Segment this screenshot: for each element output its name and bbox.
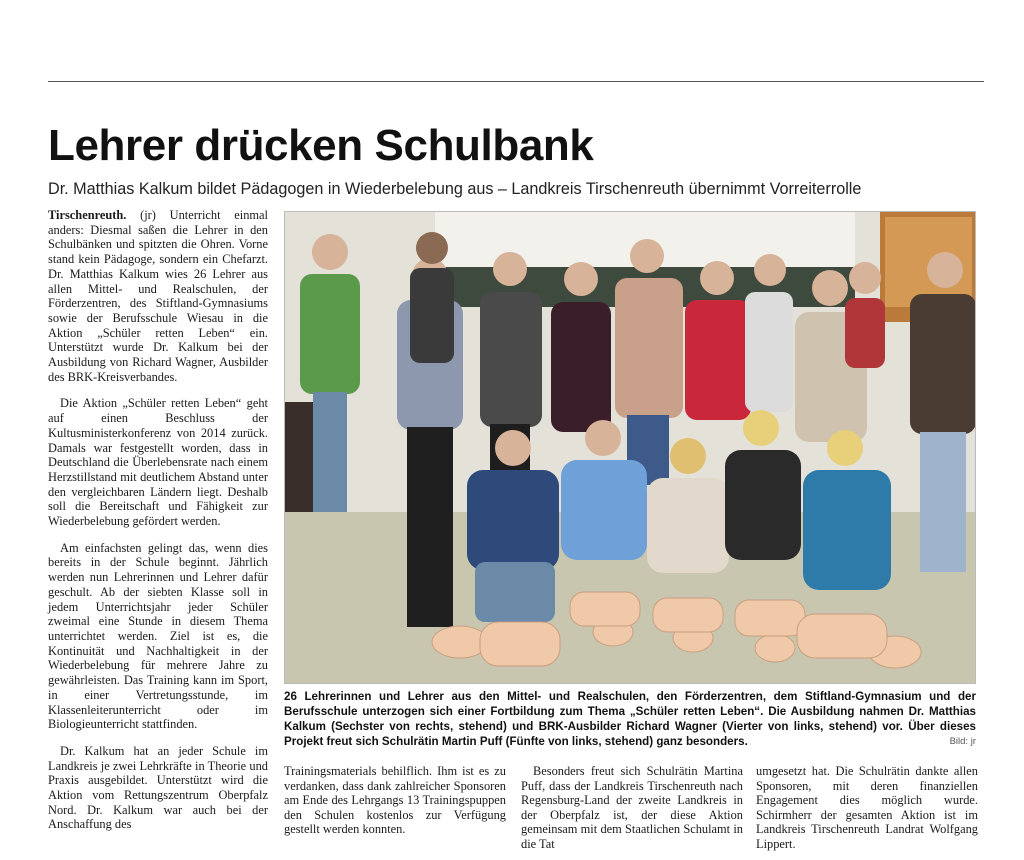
- paragraph-text: (jr) Unterricht einmal anders: Diesmal saßen die Lehrer in den Schulbänken und spitzten die Ohren. Vorne stand kein Pädagoge, sondern ein Chefarzt. Dr. Matthias Kalkum wies 26 Lehrer aus allen Mittel- und Realschulen, der Förderzentren, des Stiftland-Gymnasiums sowie der Berufsschule Wiesau in die Aktion „Schüler retten Leben“ ein. Unterstützt wurde Dr. Kalkum bei der Ausbildung von Richard Wagner, Ausbilder des BRK-Kreisverbandes.: [48, 208, 268, 384]
- group-photo: [284, 211, 976, 684]
- article-paragraph: Am einfachsten gelingt das, wenn dies bereits in der Schule beginnt. Jährlich werden nun Lehrerinnen und Lehrer dafür geschult. Ab der siebten Klasse soll in jedem Unterrichtsjahr jeder Schüler zweimal eine Stunde in diesem Thema unterrichtet werden. Ziel ist es, die Kontinuität und Nachhaltigkeit in der Wiederbelebung für mehrere Jahre zu gewährleisten. Das Training kann im Sport, in einer Vertretungsstunde, im Klassenleiterunterricht oder im Biologieunterricht stattfinden.: [48, 540, 268, 732]
- subheadline: Dr. Matthias Kalkum bildet Pädagogen in Wiederbelebung aus – Landkreis Tirschenreuth übernimmt Vorreiterrolle: [48, 180, 862, 198]
- photo-caption: [284, 689, 976, 749]
- article-paragraph: [48, 208, 268, 384]
- article-paragraph: Dr. Kalkum hat an jeder Schule im Landkreis je zwei Lehrkräfte in Theorie und Praxis ausgebildet. Unterstützt wird die Aktion vom Rettungszentrum Oberpfalz Nord. Dr. Kalkum war auch bei der Anschaffung des: [48, 743, 268, 832]
- article-column-4: [756, 764, 978, 852]
- photo-illustration: [285, 212, 976, 684]
- article-paragraph: Trainingsmaterials behilflich. Ihm ist es zu verdanken, dass dank zahlreicher Sponsoren am Ende des Lehrgangs 13 Trainingspuppen den Schulen kostenlos zur Verfügung gestellt werden konnten.: [284, 764, 506, 837]
- dateline: Tirschenreuth.: [48, 208, 127, 222]
- top-rule: [48, 81, 984, 82]
- caption-text: 26 Lehrerinnen und Lehrer aus den Mittel- und Realschulen, den Förderzentren, dem Stiftland-Gymnasium und der Berufsschule unterzogen sich einer Fortbildung zum Thema „Schüler retten Leben“. Die Ausbildung nahmen Dr. Matthias Kalkum (Sechster von rechts, stehend) und BRK-Ausbilder Richard Wagner (Vierter von links, stehend) vor. Über dieses Projekt freut sich Schulrätin Martin Puff (Fünfte von links, stehend) ganz besonders.: [284, 690, 976, 748]
- headline: Lehrer drücken Schulbank: [48, 121, 594, 170]
- article-column-3: [521, 764, 743, 852]
- article-paragraph: umgesetzt hat. Die Schulrätin dankte allen Sponsoren, mit deren finanziellen Engagement dies möglich wurde. Schirmherr der gesamten Aktion ist im Landkreis Tirschenreuth Landrat Wolfgang Lippert.: [756, 764, 978, 851]
- article-column-2: [284, 764, 506, 837]
- photo-credit: Bild: jr: [949, 736, 976, 747]
- article-left-column: [48, 208, 268, 832]
- article-paragraph: Die Aktion „Schüler retten Leben“ geht auf einen Beschluss der Kultusministerkonferenz von 2014 zurück. Damals war festgestellt worden, dass in Deutschland die Überlebensrate nach einem Herzstillstand mit deutlichem Abstand unter den vergleichbaren Ländern liegt. Deshalb soll die Bereitschaft und Fähigkeit zur Wiederbelebung gefördert werden.: [48, 396, 268, 529]
- article-paragraph: Besonders freut sich Schulrätin Martina Puff, dass der Landkreis Tirschenreuth nach Regensburg-Land der zweite Landkreis in der Oberpfalz ist, der diese Aktion gemeinsam mit dem Staatlichen Schulamt in die Tat: [521, 764, 743, 851]
